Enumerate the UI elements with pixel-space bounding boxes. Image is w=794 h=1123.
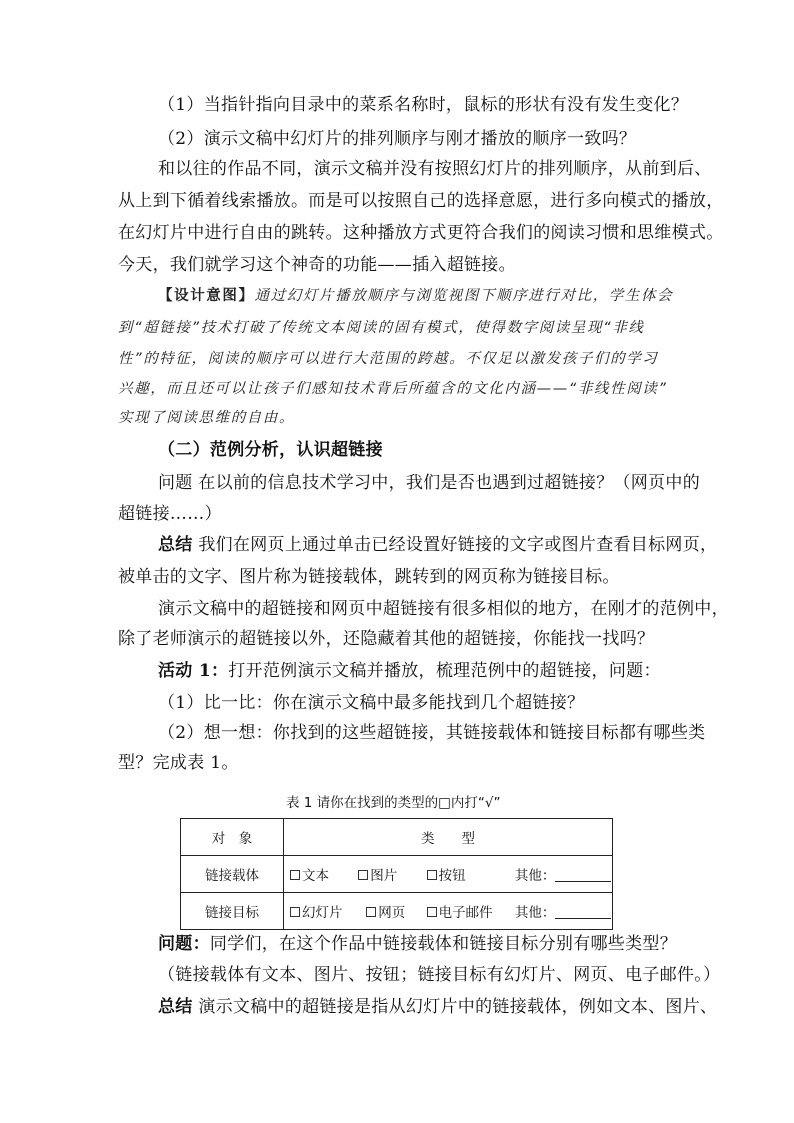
design-intent-line-5: 实现了阅读思维的自由。: [118, 410, 296, 426]
intro-line-3: 在幻灯片中进行自由的跳转。这种播放方式更符合我们的阅读习惯和思维模式。: [118, 223, 724, 243]
option-item[interactable]: [290, 901, 362, 921]
row-options-carrier: [284, 856, 613, 893]
summary-1-text: 我们在网页上通过单击已经设置好链接的文字或图片查看目标网页，: [192, 535, 718, 555]
activity-question-1: （1）比一比：你在演示文稿中最多能找到几个超链接？: [158, 693, 585, 713]
after-table-question-label: 问题：: [158, 934, 210, 954]
other-label: 其他：: [514, 905, 556, 921]
design-intent-line-1: [158, 283, 673, 309]
demo-line-1: 演示文稿中的超链接和网页中超链接有很多相似的地方，在刚才的范例中，: [158, 599, 729, 619]
design-intent-line-4: 兴趣，而且还可以让孩子们感知技术背后所蕴含的文化内涵——“非线性阅读”: [118, 381, 668, 397]
row-label-target: 链接目标: [181, 893, 284, 930]
summary-2-line: [158, 990, 717, 1024]
table-header-row: [181, 819, 613, 856]
other-blank-line[interactable]: [555, 869, 611, 882]
summary-1-line-2: 被单击的文字、图片称为链接载体，跳转到的网页称为链接目标。: [118, 567, 620, 587]
option-item[interactable]: [427, 864, 511, 884]
checkbox-icon[interactable]: [366, 907, 376, 917]
checkbox-icon[interactable]: [358, 870, 368, 880]
option-label: 网页: [378, 905, 406, 921]
option-item[interactable]: [427, 901, 511, 921]
other-option: [515, 901, 612, 921]
activity-1: [158, 654, 661, 688]
design-intent-text: 通过幻灯片播放顺序与浏览视图下顺序进行对比，学生体会: [254, 288, 674, 304]
checkbox-icon[interactable]: [290, 870, 300, 880]
answer-line: （链接载体有文本、图片、按钮；链接目标有幻灯片、网页、电子邮件。）: [158, 965, 721, 985]
other-option: [515, 864, 612, 884]
activity-text: 打开范例演示文稿并播放，梳理范例中的超链接，问题：: [228, 661, 661, 681]
intro-line-2: 从上到下循着线索播放。而是可以按照自己的选择意愿，进行多向模式的播放，: [118, 191, 724, 211]
after-table-question: [158, 927, 677, 961]
option-item[interactable]: [358, 864, 422, 884]
option-label: 按钮: [438, 868, 466, 884]
summary-2-text: 演示文稿中的超链接是指从幻灯片中的链接载体，例如文本、图片、: [192, 997, 718, 1017]
table-caption: 表 1 请你在找到的类型的□内打“√”: [286, 795, 501, 811]
intro-line-1: 和以往的作品不同，演示文稿并没有按照幻灯片的排列顺序，从前到后、: [158, 159, 712, 179]
option-item[interactable]: [290, 864, 354, 884]
activity-label: 活动 1：: [158, 661, 229, 681]
design-intent-line-3: 性”的特征，阅读的顺序可以进行大范围的跨越。不仅足以激发孩子们的学习: [118, 351, 659, 367]
table-header-object: 对 象: [181, 819, 284, 856]
option-label: 电子邮件: [438, 905, 493, 921]
table-header-type: 类 型: [284, 819, 613, 856]
option-label: 幻灯片: [302, 905, 343, 921]
activity-question-2-line-1: （2）想一想：你找到的这些超链接，其链接载体和链接目标都有哪些类: [158, 723, 706, 743]
summary-1-line-1: [158, 528, 717, 562]
other-blank-line[interactable]: [555, 906, 611, 919]
row-options-target: [284, 893, 613, 930]
question-line-2: 超链接……）: [118, 504, 222, 524]
checkbox-icon[interactable]: [427, 870, 437, 880]
section-heading: （二）范例分析，认识超链接: [158, 440, 383, 460]
question-1: （1）当指针指向目录中的菜系名称时，鼠标的形状有没有发生变化？: [158, 95, 689, 115]
checkbox-icon[interactable]: [290, 907, 300, 917]
intro-line-4: 今天，我们就学习这个神奇的功能——插入超链接。: [118, 255, 516, 275]
design-intent-label: 【设计意图】: [158, 288, 255, 304]
question-2: （2）演示文稿中幻灯片的排列顺序与刚才播放的顺序一致吗？: [158, 129, 637, 149]
table-row: [181, 893, 613, 930]
row-label-carrier: 链接载体: [181, 856, 284, 893]
option-label: 图片: [370, 868, 398, 884]
option-label: 文本: [302, 868, 329, 884]
design-intent-line-2: 到“超链接”技术打破了传统文本阅读的固有模式，使得数字阅读呈现“非线: [118, 320, 645, 336]
demo-line-2: 除了老师演示的超链接以外，还隐藏着其他的超链接，你能找一找吗？: [118, 629, 655, 649]
option-item[interactable]: [366, 901, 422, 921]
activity-question-2-line-2: 型？完成表 1。: [118, 753, 239, 773]
table-row: [181, 856, 613, 893]
checkbox-icon[interactable]: [427, 907, 437, 917]
question-line-1: 问题 在以前的信息技术学习中，我们是否也遇到过超链接？（网页中的: [158, 473, 701, 493]
after-table-question-text: 同学们，在这个作品中链接载体和链接目标分别有哪些类型？: [209, 934, 678, 954]
other-label: 其他：: [514, 868, 556, 884]
link-type-table: [180, 818, 613, 930]
summary-2-label: 总结: [158, 997, 193, 1017]
summary-1-label: 总结: [158, 535, 193, 555]
